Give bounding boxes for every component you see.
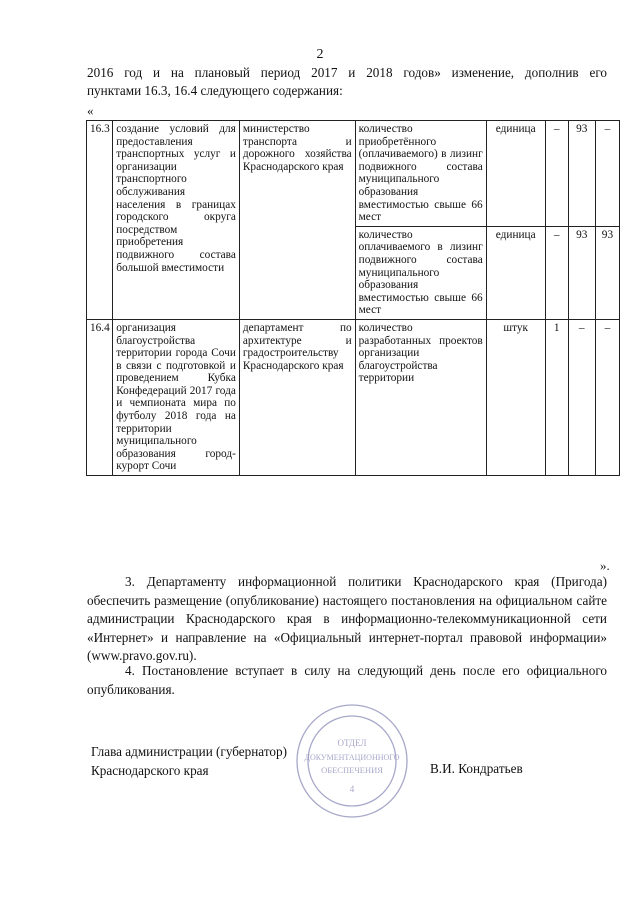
unit-cell: единица: [486, 121, 545, 227]
stamp-text-1: ОТДЕЛ: [337, 738, 367, 748]
signature-name: В.И. Кондратьев: [430, 761, 523, 776]
value-2017-cell: 93: [568, 226, 595, 319]
page-number: 2: [316, 47, 324, 62]
value-2017-cell: –: [568, 319, 595, 475]
row-number: 16.3: [87, 121, 113, 320]
table-row: [87, 319, 620, 475]
paragraph-4: 4. Постановление вступает в силу на следующий день после его официального опубликования.: [87, 663, 607, 697]
intro-line-2: пунктами 16.3, 16.4 следующего содержания:: [87, 83, 343, 98]
indicator-cell: количество разработанных проектов организации благоустройства территории: [355, 319, 486, 475]
unit-cell: единица: [486, 226, 545, 319]
quote-open: «: [87, 103, 94, 118]
stamp-text-2: ДОКУМЕНТАЦИОННОГО: [304, 753, 400, 762]
responsible-cell: министерство транспорта и дорожного хозяйства Краснодарского края: [239, 121, 355, 320]
value-2018-cell: 93: [595, 226, 619, 319]
value-2016-cell: –: [545, 226, 568, 319]
value-2017-cell: 93: [568, 121, 595, 227]
responsible-cell: департамент по архитектуре и градостроительству Краснодарского края: [239, 319, 355, 475]
measures-table: [86, 120, 620, 476]
row-number: 16.4: [87, 319, 113, 475]
signature-title-line-1: Глава администрации (губернатор): [91, 744, 287, 759]
signature-title-line-2: Краснодарского края: [91, 763, 209, 778]
unit-cell: штук: [486, 319, 545, 475]
indicator-cell: количество приобретённого (оплачиваемого) в лизинг подвижного состава муниципального образования вместимостью свыше 66 мест: [355, 121, 486, 227]
paragraph-3: 3. Департаменту информационной политики Краснодарского края (Пригода) обеспечить размещение (опубликование) настоящего постановления на официальном сайте администрации Краснодарского края в информационно-телекоммуникационной сети «Интернет» и направление на «Официальный интернет-портал правовой информации» (www.pravo.gov.ru).: [87, 574, 607, 663]
value-2016-cell: 1: [545, 319, 568, 475]
activity-cell: организация благоустройства территории города Сочи в связи с подготовкой и проведением Кубка Конфедераций 2017 года и чемпионата мира по футболу 2018 года на территории муниципального образования город-курорт Сочи: [113, 319, 240, 475]
stamp-number: 4: [349, 784, 355, 794]
value-2018-cell: –: [595, 319, 619, 475]
value-2016-cell: –: [545, 121, 568, 227]
intro-line-1: 2016 год и на плановый период 2017 и 2018 годов» изменение, дополнив его: [87, 65, 607, 80]
activity-cell: создание условий для предоставления транспортных услуг и организации транспортного обслуживания населения в границах городского округа посредством приобретения подвижного состава большой вместимости: [113, 121, 240, 320]
table-row: [87, 121, 620, 227]
stamp-text-3: ОБЕСПЕЧЕНИЯ: [321, 765, 383, 775]
indicator-cell: количество оплачиваемого в лизинг подвижного состава муниципального образования вместимостью свыше 66 мест: [355, 226, 486, 319]
signature-title: [91, 742, 287, 780]
value-2018-cell: –: [595, 121, 619, 227]
stamp-seal: [292, 700, 412, 822]
quote-close: ».: [600, 558, 610, 573]
